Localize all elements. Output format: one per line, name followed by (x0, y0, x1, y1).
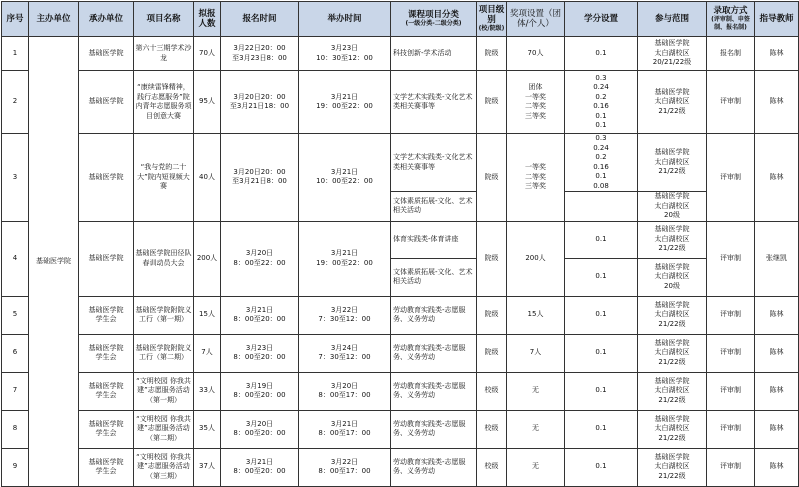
cell-credit: 0.3 0.24 0.2 0.16 0.1 0.1 (565, 71, 638, 134)
cell-seq: 7 (2, 372, 29, 410)
header-scope: 参与范围 (638, 2, 707, 37)
header-signup-time: 报名时间 (221, 2, 299, 37)
cell-event-time: 3月24日 7：30至12：00 (299, 334, 391, 372)
cell-scope: 基础医学院 太白湖校区 21/22级 (638, 372, 707, 410)
cell-scope: 基础医学院 太白湖校区 20/21/22级 (638, 37, 707, 71)
cell-course-category: 体育实践类-体育讲座 (391, 221, 477, 258)
cell-admission: 评审制 (707, 334, 755, 372)
cell-course-category: 劳动教育实践类-志愿服务、义务劳动 (391, 448, 477, 486)
header-advisor: 指导教师 (755, 2, 799, 37)
cell-signup-time: 3月20日20：00 至3月21日18：00 (221, 71, 299, 134)
cell-credit: 0.1 (565, 410, 638, 448)
cell-event-time: 3月21日 8：00至17：00 (299, 410, 391, 448)
cell-scope: 基础医学院 太白湖校区 21/22级 (638, 134, 707, 192)
cell-signup-time: 3月21日 8：00至20：00 (221, 448, 299, 486)
header-name: 项目名称 (134, 2, 194, 37)
header-course (391, 2, 477, 37)
header-event-time: 举办时间 (299, 2, 391, 37)
cell-seq: 3 (2, 134, 29, 222)
cell-event-time: 3月21日 19：00至22：00 (299, 71, 391, 134)
table-row (2, 37, 799, 71)
header-host: 主办单位 (29, 2, 79, 37)
activity-table (1, 1, 799, 487)
cell-admission: 评审制 (707, 372, 755, 410)
cell-event-time: 3月21日 10：00至22：00 (299, 134, 391, 222)
cell-scope: 基础医学院 太白湖校区 21/22级 (638, 296, 707, 334)
cell-quota: 15人 (194, 296, 221, 334)
cell-project-name: 基础医学院田径队春训动员大会 (134, 221, 194, 296)
header-admission (707, 2, 755, 37)
cell-level: 校级 (477, 410, 507, 448)
cell-course-category: 科技创新-学术活动 (391, 37, 477, 71)
cell-quota: 37人 (194, 448, 221, 486)
cell-organizer: 基础医学院 学生会 (79, 448, 134, 486)
cell-course-category: 劳动教育实践类-志愿服务、义务劳动 (391, 410, 477, 448)
header-level (477, 2, 507, 37)
cell-level: 校级 (477, 372, 507, 410)
cell-signup-time: 3月20日 8：00至22：00 (221, 221, 299, 296)
cell-signup-time: 3月23日 8：00至20：00 (221, 334, 299, 372)
cell-seq: 9 (2, 448, 29, 486)
cell-award: 无 (507, 448, 565, 486)
cell-event-time: 3月22日 8：00至17：00 (299, 448, 391, 486)
table-row (2, 296, 799, 334)
header-course-sub: (一级分类-二级分类) (405, 20, 462, 27)
cell-organizer: 基础医学院 学生会 (79, 410, 134, 448)
cell-seq: 5 (2, 296, 29, 334)
cell-seq: 4 (2, 221, 29, 296)
table-row (2, 410, 799, 448)
cell-credit: 0.1 (565, 258, 638, 296)
cell-admission: 评审制 (707, 221, 755, 296)
header-quota: 拟报人数 (194, 2, 221, 37)
cell-scope: 基础医学院 太白湖校区 20级 (638, 192, 707, 222)
cell-advisor: 陈林 (755, 71, 799, 134)
header-award: 奖项设置（团体/个人） (507, 2, 565, 37)
cell-scope: 基础医学院 太白湖校区 21/22级 (638, 334, 707, 372)
cell-award: 一等奖 二等奖 三等奖 (507, 134, 565, 222)
cell-level: 院级 (477, 71, 507, 134)
cell-event-time: 3月21日 19：00至22：00 (299, 221, 391, 296)
cell-advisor: 张继凯 (755, 221, 799, 296)
cell-scope: 基础医学院 太白湖校区 20级 (638, 258, 707, 296)
cell-project-name: “文明校园 你我共建”志愿服务活动（第三期） (134, 448, 194, 486)
cell-level: 院级 (477, 221, 507, 296)
header-seq: 序号 (2, 2, 29, 37)
cell-organizer: 基础医学院 (79, 71, 134, 134)
cell-quota: 33人 (194, 372, 221, 410)
cell-admission: 评审制 (707, 71, 755, 134)
cell-advisor: 陈林 (755, 448, 799, 486)
cell-scope: 基础医学院 太白湖校区 21/22级 (638, 71, 707, 134)
cell-level: 院级 (477, 134, 507, 222)
cell-award: 70人 (507, 37, 565, 71)
cell-quota: 95人 (194, 71, 221, 134)
cell-advisor: 陈林 (755, 410, 799, 448)
cell-project-name: “文明校园 你我共建”志愿服务活动（第一期） (134, 372, 194, 410)
cell-credit: 0.1 (565, 448, 638, 486)
cell-signup-time: 3月19日 8：00至20：00 (221, 372, 299, 410)
cell-project-name: “文明校园 你我共建”志愿服务活动（第二期） (134, 410, 194, 448)
cell-advisor: 陈林 (755, 334, 799, 372)
cell-admission: 报名制 (707, 37, 755, 71)
cell-admission: 评审制 (707, 296, 755, 334)
header-credit: 学分设置 (565, 2, 638, 37)
cell-signup-time: 3月22日20：00 至3月23日8：00 (221, 37, 299, 71)
cell-advisor: 陈林 (755, 37, 799, 71)
table-row (2, 221, 799, 258)
cell-scope: 基础医学院 太白湖校区 21/22级 (638, 221, 707, 258)
cell-project-name: “我与党的二十大”院内短视频大赛 (134, 134, 194, 222)
cell-event-time: 3月23日 10：30至12：00 (299, 37, 391, 71)
cell-organizer: 基础医学院 学生会 (79, 372, 134, 410)
cell-award: 200人 (507, 221, 565, 296)
cell-course-category: 文学艺术实践类-文化艺术类相关赛事等 (391, 134, 477, 192)
cell-advisor: 陈林 (755, 296, 799, 334)
cell-course-category: 文体素质拓展-文化、艺术相关活动 (391, 258, 477, 296)
cell-award: 无 (507, 372, 565, 410)
cell-signup-time: 3月21日 8：00至20：00 (221, 296, 299, 334)
cell-course-category: 文学艺术实践类-文化艺术类相关赛事等 (391, 71, 477, 134)
header-course-label: 课程项目分类 (407, 10, 459, 20)
cell-quota: 200人 (194, 221, 221, 296)
cell-award: 团体 一等奖 二等奖 三等奖 (507, 71, 565, 134)
table-row (2, 448, 799, 486)
table-row (2, 71, 799, 134)
cell-scope: 基础医学院 太白湖校区 21/22级 (638, 448, 707, 486)
cell-organizer: 基础医学院 (79, 134, 134, 222)
header-level-sub: (校/院级) (478, 25, 505, 32)
cell-organizer: 基础医学院 (79, 221, 134, 296)
cell-level: 院级 (477, 37, 507, 71)
cell-admission: 评审制 (707, 410, 755, 448)
cell-organizer: 基础医学院 (79, 37, 134, 71)
table-row (2, 134, 799, 192)
cell-organizer: 基础医学院 学生会 (79, 334, 134, 372)
cell-event-time: 3月20日 8：00至17：00 (299, 372, 391, 410)
cell-credit: 0.1 (565, 334, 638, 372)
cell-level: 院级 (477, 334, 507, 372)
cell-credit: 0.1 (565, 296, 638, 334)
cell-advisor: 陈林 (755, 372, 799, 410)
cell-project-name: “康续雷锋精神，践行志愿服务”院内青年志愿服务项目创意大赛 (134, 71, 194, 134)
cell-signup-time: 3月20日20：00 至3月21日8：00 (221, 134, 299, 222)
cell-signup-time: 3月20日 8：00至20：00 (221, 410, 299, 448)
cell-credit (565, 192, 638, 222)
cell-seq: 6 (2, 334, 29, 372)
cell-quota: 40人 (194, 134, 221, 222)
cell-seq: 1 (2, 37, 29, 71)
header-admission-label: 录取方式 (713, 6, 748, 16)
cell-level: 院级 (477, 296, 507, 334)
table-row (2, 372, 799, 410)
header-organizer: 承办单位 (79, 2, 134, 37)
cell-award: 15人 (507, 296, 565, 334)
cell-quota: 7人 (194, 334, 221, 372)
cell-event-time: 3月22日 7：30至12：00 (299, 296, 391, 334)
table-body (2, 37, 799, 487)
cell-credit: 0.1 (565, 372, 638, 410)
cell-quota: 70人 (194, 37, 221, 71)
cell-scope: 基础医学院 太白湖校区 21/22级 (638, 410, 707, 448)
cell-credit: 0.3 0.24 0.2 0.16 0.1 0.08 (565, 134, 638, 192)
cell-organizer: 基础医学院 学生会 (79, 296, 134, 334)
cell-seq: 8 (2, 410, 29, 448)
cell-project-name: 第六十三期学术沙龙 (134, 37, 194, 71)
cell-host-unit: 基础医学院 (29, 37, 79, 487)
cell-quota: 35人 (194, 410, 221, 448)
table-row (2, 334, 799, 372)
cell-course-category: 劳动教育实践类-志愿服务、义务劳动 (391, 334, 477, 372)
cell-advisor: 陈林 (755, 134, 799, 222)
cell-credit: 0.1 (565, 37, 638, 71)
cell-seq: 2 (2, 71, 29, 134)
cell-course-category: 劳动教育实践类-志愿服务、义务劳动 (391, 372, 477, 410)
cell-credit: 0.1 (565, 221, 638, 258)
cell-admission: 评审制 (707, 134, 755, 222)
cell-project-name: 基础医学院附院义工行（第二期） (134, 334, 194, 372)
header-admission-sub: (评审制、申签制、报名制) (711, 16, 750, 31)
cell-project-name: 基础医学院附院义工行（第一期） (134, 296, 194, 334)
cell-award: 7人 (507, 334, 565, 372)
cell-course-category: 劳动教育实践类-志愿服务、义务劳动 (391, 296, 477, 334)
header-row (2, 2, 799, 37)
cell-admission: 评审制 (707, 448, 755, 486)
cell-course-category: 文体素质拓展-文化、艺术相关活动 (391, 192, 477, 222)
header-level-label: 项目级别 (478, 5, 505, 25)
cell-level: 校级 (477, 448, 507, 486)
cell-award: 无 (507, 410, 565, 448)
